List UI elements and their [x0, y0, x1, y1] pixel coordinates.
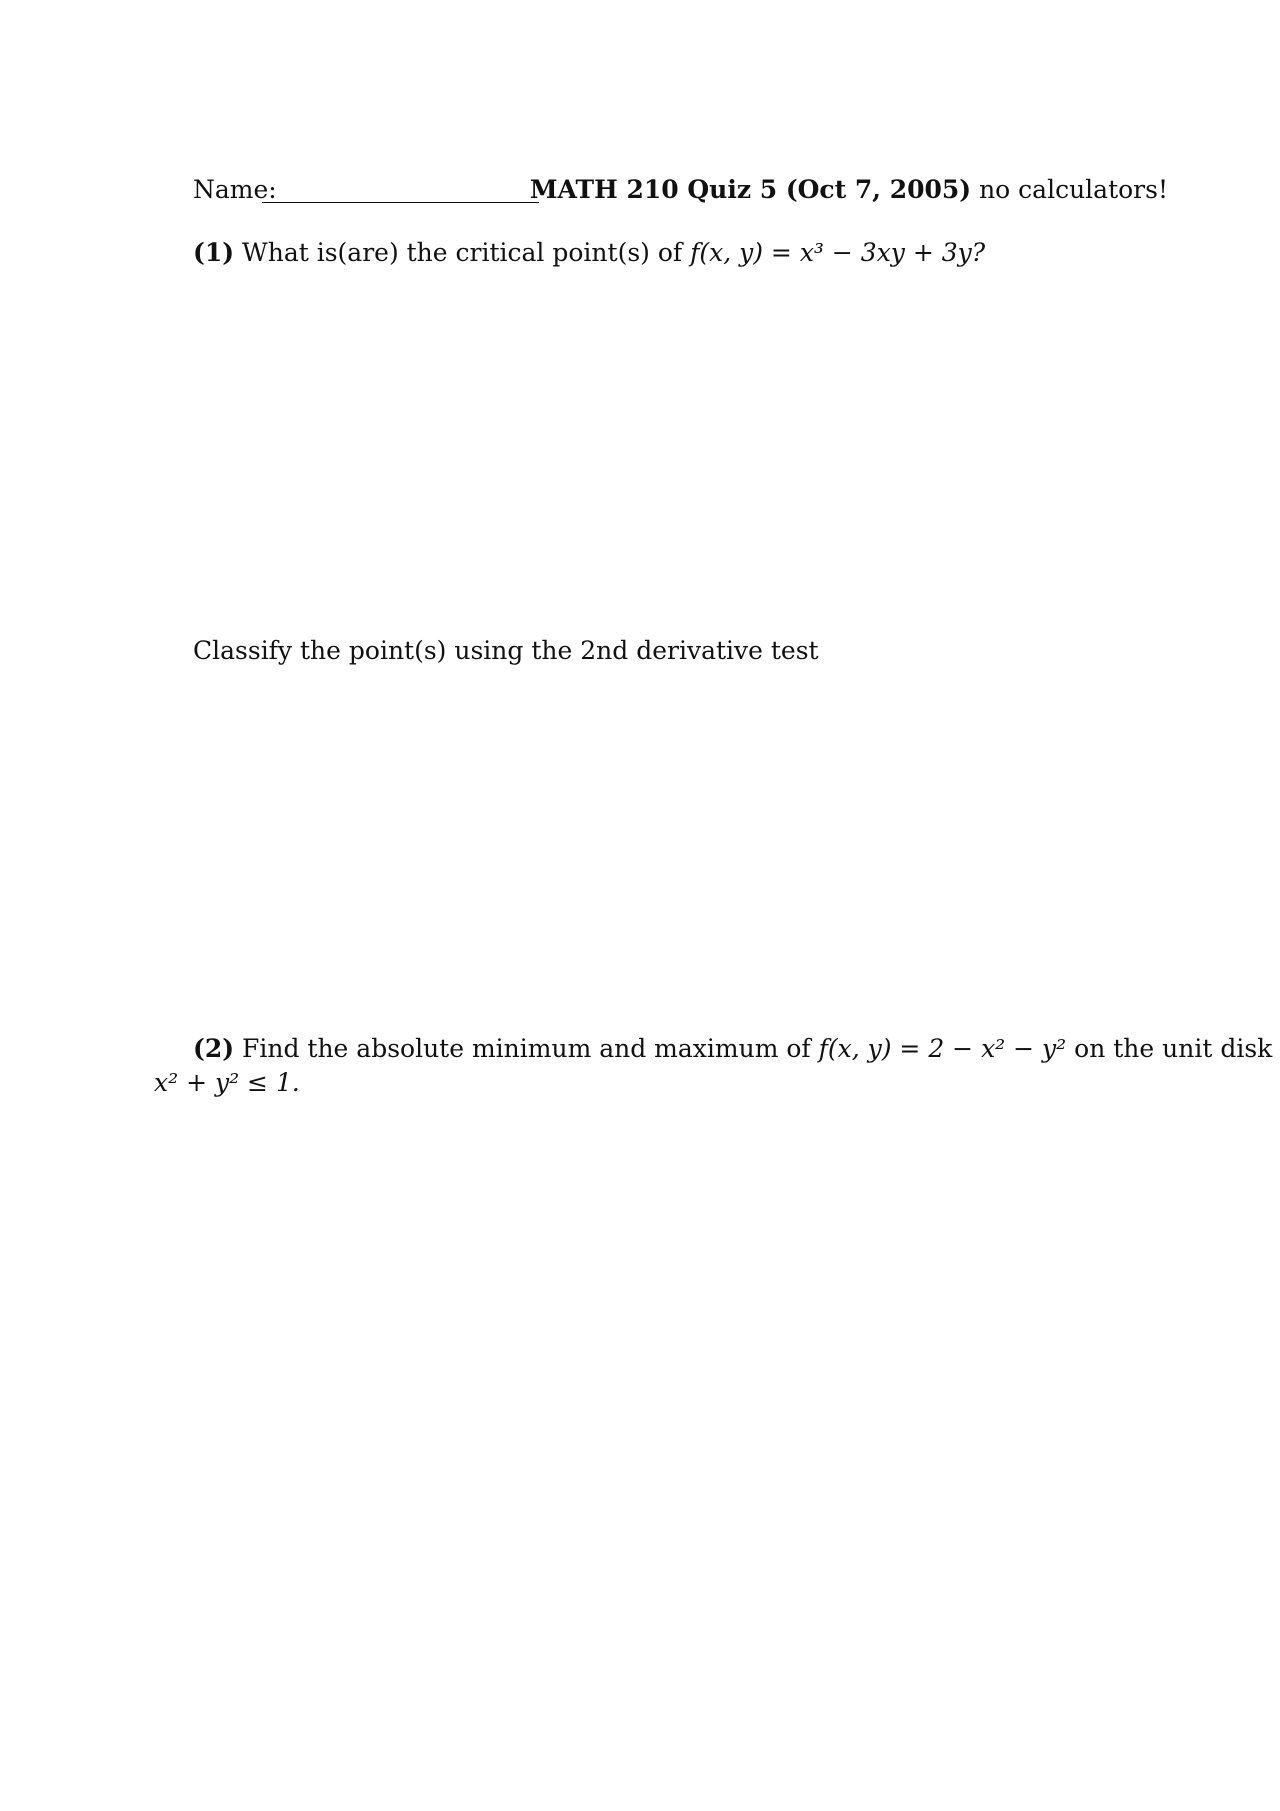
question-1-followup: Classify the point(s) using the 2nd derivative test [193, 636, 819, 665]
no-calculators-note: no calculators! [979, 175, 1168, 204]
question-1-text: What is(are) the critical point(s) of [242, 238, 683, 267]
question-2 [193, 1032, 1273, 1066]
question-1-function: f(x, y) = x³ − 3xy + 3y? [690, 238, 986, 267]
quiz-header [193, 173, 1168, 209]
question-2-function: f(x, y) = 2 − x² − y² [818, 1034, 1067, 1063]
question-1 [193, 236, 985, 270]
question-2-number: (2) [193, 1034, 235, 1063]
name-label: Name: [193, 175, 277, 204]
question-2-text-after: on the unit disk [1074, 1034, 1273, 1063]
name-blank-line [262, 202, 539, 203]
question-1-number: (1) [193, 238, 235, 267]
quiz-title [530, 173, 1168, 207]
question-2-text: Find the absolute minimum and maximum of [242, 1034, 811, 1063]
course-title: MATH 210 Quiz 5 (Oct 7, 2005) [529, 175, 972, 204]
question-2-region: x² + y² ≤ 1. [154, 1068, 300, 1097]
